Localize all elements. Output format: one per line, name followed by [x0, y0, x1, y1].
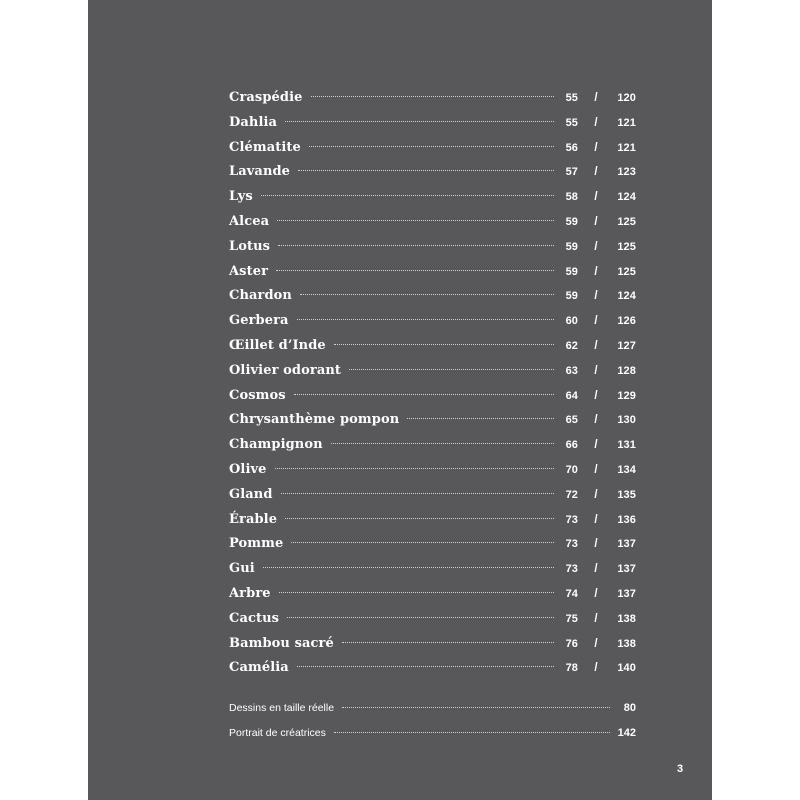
toc-entry — [229, 140, 636, 165]
toc-entry — [229, 264, 636, 289]
page-separator: / — [594, 587, 598, 600]
toc-entry-name: Œillet d’Inde — [229, 337, 326, 353]
leader-dots — [297, 319, 554, 320]
page-separator: / — [594, 191, 598, 204]
toc-entry-page-1: 78 — [565, 662, 578, 675]
toc-entry-name: Alcea — [229, 213, 270, 229]
toc-entry-page-2: 120 — [617, 92, 636, 104]
toc-entry-page-2: 138 — [617, 637, 636, 650]
leader-dots — [285, 518, 554, 519]
toc-entry-page-1: 57 — [565, 166, 578, 179]
leader-dots — [291, 542, 554, 543]
toc-entry — [229, 636, 636, 661]
leader-dots — [261, 195, 554, 196]
page-separator: / — [594, 92, 598, 104]
toc-entry-name: Lys — [229, 189, 253, 205]
page-separator: / — [594, 389, 598, 402]
leader-dots — [342, 707, 610, 708]
toc-entry-page-2: 140 — [617, 662, 636, 675]
toc-entry — [229, 313, 636, 338]
toc-entry-name: Olive — [229, 461, 267, 477]
toc-entry-name: Cactus — [229, 610, 280, 626]
toc-entry-page-1: 59 — [565, 265, 578, 278]
toc-entry-page-1: 66 — [565, 439, 578, 452]
toc-entry — [229, 338, 636, 363]
toc-entry-page-1: 59 — [565, 215, 578, 228]
toc-entry-name: Arbre — [229, 585, 271, 601]
leader-dots — [278, 245, 554, 246]
page-separator: / — [594, 116, 598, 129]
page-separator: / — [594, 463, 598, 476]
toc-entry-page-1: 59 — [565, 240, 578, 253]
toc-entry-page-1: 63 — [565, 364, 578, 377]
toc-entry-page-2: 135 — [617, 488, 636, 501]
page-separator: / — [594, 414, 598, 427]
toc-entry-page-2: 137 — [617, 563, 636, 576]
toc-entry-name: Clématite — [229, 139, 301, 155]
page-separator: / — [594, 538, 598, 551]
toc-entry-page-1: 74 — [565, 587, 578, 600]
toc-entry — [229, 536, 636, 561]
toc-entry-page-2: 124 — [617, 290, 636, 303]
toc-entry-page-1: 58 — [565, 191, 578, 204]
page-separator: / — [594, 488, 598, 501]
toc-entry — [229, 214, 636, 239]
toc-extra-page: 142 — [617, 727, 636, 739]
toc-entry-page-2: 125 — [617, 240, 636, 253]
toc-entry-page-2: 129 — [617, 389, 636, 402]
toc-entry-page-1: 55 — [565, 116, 578, 129]
page-separator: / — [594, 265, 598, 278]
toc-list — [229, 90, 636, 685]
toc-entry-page-1: 56 — [565, 141, 578, 154]
leader-dots — [298, 170, 554, 171]
toc-entry-page-2: 126 — [617, 315, 636, 328]
toc-entry-page-1: 70 — [565, 463, 578, 476]
toc-entry — [229, 288, 636, 313]
leader-dots — [294, 394, 554, 395]
toc-extra-page: 80 — [623, 702, 636, 714]
page-separator: / — [594, 339, 598, 352]
leader-dots — [297, 666, 554, 667]
leader-dots — [311, 96, 555, 97]
toc-entry — [229, 388, 636, 413]
toc-entry-page-2: 138 — [617, 612, 636, 625]
page-separator: / — [594, 240, 598, 253]
toc-entry-page-1: 62 — [565, 339, 578, 352]
toc-entry-name: Champignon — [229, 437, 323, 453]
toc-entry — [229, 611, 636, 636]
toc-entry — [229, 189, 636, 214]
page-separator: / — [594, 364, 598, 377]
toc-entry — [229, 363, 636, 388]
page-separator: / — [594, 141, 598, 154]
toc-entry-page-1: 55 — [565, 92, 578, 104]
leader-dots — [349, 369, 554, 370]
toc-entry-name: Gland — [229, 486, 273, 502]
toc-entry-name: Lotus — [229, 238, 271, 254]
toc-entry — [229, 90, 636, 115]
toc-entry-name: Chardon — [229, 288, 292, 304]
toc-entry — [229, 462, 636, 487]
toc-entry-page-2: 123 — [617, 166, 636, 179]
toc-extras — [229, 702, 636, 752]
toc-entry-page-2: 131 — [617, 439, 636, 452]
toc-entry-page-2: 137 — [617, 587, 636, 600]
toc-entry-name: Érable — [229, 511, 278, 527]
toc-entry — [229, 586, 636, 611]
leader-dots — [309, 146, 554, 147]
leader-dots — [342, 642, 554, 643]
toc-extra-entry — [229, 702, 636, 727]
toc-entry-page-1: 59 — [565, 290, 578, 303]
toc-entry-name: Dahlia — [229, 114, 278, 130]
toc-entry-page-2: 136 — [617, 513, 636, 526]
page-separator: / — [594, 662, 598, 675]
page-separator: / — [594, 612, 598, 625]
leader-dots — [285, 121, 554, 122]
toc-entry-page-1: 65 — [565, 414, 578, 427]
toc-entry-name: Gui — [229, 561, 255, 577]
toc-entry — [229, 512, 636, 537]
toc-entry — [229, 561, 636, 586]
page-separator: / — [594, 315, 598, 328]
toc-entry-page-1: 60 — [565, 315, 578, 328]
toc-entry-page-2: 121 — [617, 116, 636, 129]
toc-entry-page-2: 128 — [617, 364, 636, 377]
toc-entry-name: Olivier odorant — [229, 362, 341, 378]
leader-dots — [277, 220, 554, 221]
toc-entry-page-1: 75 — [565, 612, 578, 625]
toc-entry-page-2: 124 — [617, 191, 636, 204]
toc-entry-page-1: 72 — [565, 488, 578, 501]
toc-entry-page-2: 125 — [617, 215, 636, 228]
toc-entry-page-2: 130 — [617, 414, 636, 427]
toc-extra-name: Dessins en taille réelle — [229, 702, 335, 714]
toc-entry-name: Camélia — [229, 660, 289, 676]
toc-entry-page-1: 64 — [565, 389, 578, 402]
toc-page — [88, 0, 712, 800]
toc-entry-page-2: 125 — [617, 265, 636, 278]
page-number: 3 — [677, 763, 684, 775]
leader-dots — [331, 443, 554, 444]
leader-dots — [287, 617, 554, 618]
toc-entry — [229, 487, 636, 512]
page-separator: / — [594, 563, 598, 576]
toc-entry-page-2: 134 — [617, 463, 636, 476]
leader-dots — [300, 294, 554, 295]
toc-entry — [229, 412, 636, 437]
toc-entry-name: Pomme — [229, 536, 284, 552]
leader-dots — [279, 592, 554, 593]
toc-entry-name: Lavande — [229, 164, 291, 180]
toc-entry-name: Cosmos — [229, 387, 286, 403]
leader-dots — [407, 418, 554, 419]
toc-entry-page-2: 137 — [617, 538, 636, 551]
leader-dots — [334, 732, 610, 733]
toc-entry-name: Chrysanthème pompon — [229, 412, 400, 428]
toc-entry — [229, 164, 636, 189]
leader-dots — [334, 344, 554, 345]
toc-entry-page-2: 121 — [617, 141, 636, 154]
page-separator: / — [594, 215, 598, 228]
toc-entry-page-1: 73 — [565, 538, 578, 551]
leader-dots — [275, 468, 554, 469]
toc-entry — [229, 437, 636, 462]
toc-entry — [229, 115, 636, 140]
page-separator: / — [594, 513, 598, 526]
toc-entry-name: Aster — [229, 263, 269, 279]
toc-entry-name: Gerbera — [229, 313, 289, 329]
page-separator: / — [594, 290, 598, 303]
toc-entry-page-1: 73 — [565, 513, 578, 526]
toc-entry-page-2: 127 — [617, 339, 636, 352]
toc-entry-page-1: 73 — [565, 563, 578, 576]
leader-dots — [281, 493, 554, 494]
page-separator: / — [594, 166, 598, 179]
toc-entry-name: Bambou sacré — [229, 635, 334, 651]
page-separator: / — [594, 637, 598, 650]
leader-dots — [276, 270, 554, 271]
page-separator: / — [594, 439, 598, 452]
toc-entry-page-1: 76 — [565, 637, 578, 650]
toc-extra-entry — [229, 727, 636, 752]
toc-entry — [229, 660, 636, 685]
toc-extra-name: Portrait de créatrices — [229, 727, 326, 739]
leader-dots — [263, 567, 554, 568]
toc-entry — [229, 239, 636, 264]
toc-entry-name: Craspédie — [229, 90, 303, 105]
